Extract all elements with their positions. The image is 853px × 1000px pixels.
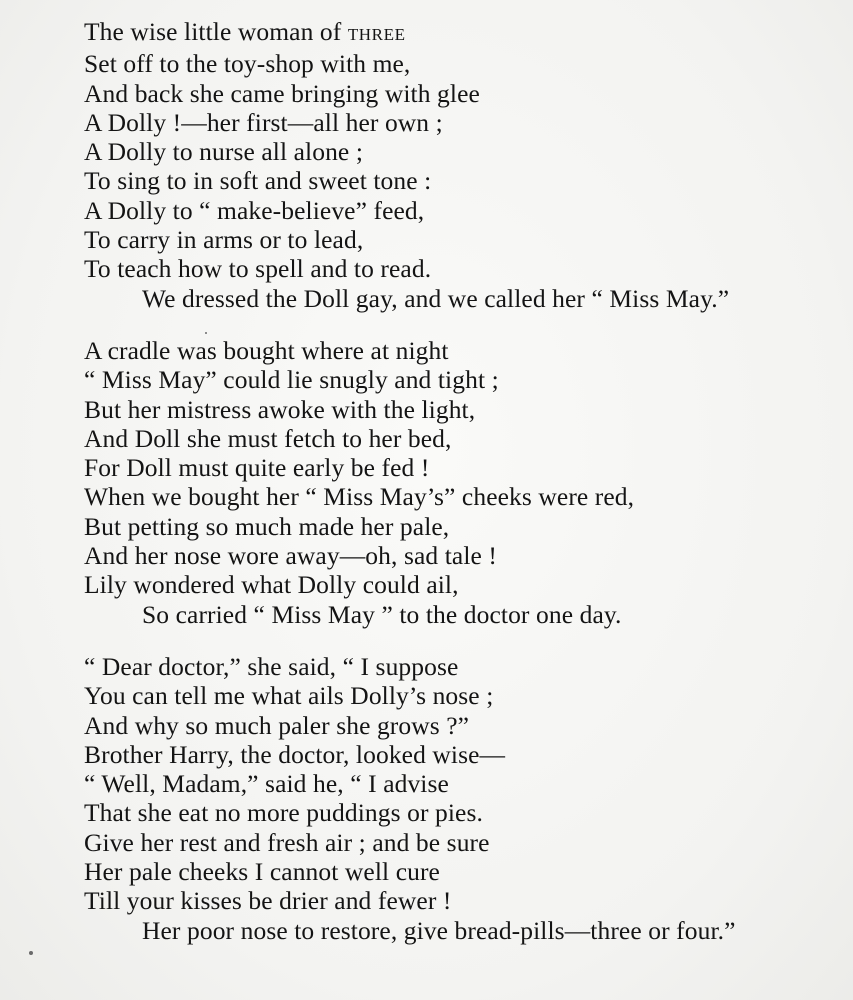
- poem-refrain-line: We dressed the Doll gay, and we called her “ Miss May.”: [142, 283, 730, 313]
- poem-line: And back she came bringing with glee: [84, 78, 480, 108]
- poem-line: Set off to the toy-shop with me,: [84, 49, 411, 79]
- poem-line: And Doll she must fetch to her bed,: [84, 423, 452, 453]
- poem-line: To teach how to spell and to read.: [84, 254, 432, 284]
- poem-line: “ Miss May” could lie snugly and tight ;: [84, 365, 499, 395]
- poem-line: A Dolly !—her first—all her own ;: [84, 107, 443, 137]
- line-text: The wise little woman of: [84, 17, 348, 46]
- stanza-1: [84, 17, 824, 313]
- paper-speck: [205, 332, 207, 334]
- poem-line: To carry in arms or to lead,: [84, 225, 364, 255]
- poem-line: Brother Harry, the doctor, looked wise—: [84, 739, 506, 769]
- stanza-2: [84, 336, 824, 629]
- poem: [84, 17, 824, 968]
- poem-line: Her pale cheeks I cannot well cure: [84, 857, 440, 887]
- stanza-3: [84, 652, 824, 945]
- poem-line: Lily wondered what Dolly could ail,: [84, 570, 459, 600]
- poem-line: And why so much paler she grows ?”: [84, 710, 470, 740]
- poem-line: Till your kisses be drier and fewer !: [84, 886, 452, 916]
- poem-line: To sing to in soft and sweet tone :: [84, 166, 432, 196]
- poem-line: You can tell me what ails Dolly’s nose ;: [84, 681, 494, 711]
- paper-speck: [29, 951, 33, 955]
- poem-line: A Dolly to nurse all alone ;: [84, 137, 364, 167]
- poem-line: And her nose wore away—oh, sad tale !: [84, 541, 497, 571]
- poem-line: [84, 17, 824, 49]
- poem-line: For Doll must quite early be fed !: [84, 453, 430, 483]
- poem-line: A Dolly to “ make-believe” feed,: [84, 195, 425, 225]
- poem-line: “ Dear doctor,” she said, “ I suppose: [84, 651, 459, 681]
- smallcaps-word: THREE: [347, 25, 406, 44]
- poem-line: But petting so much made her pale,: [84, 511, 450, 541]
- poem-refrain-line: So carried “ Miss May ” to the doctor one day.: [142, 599, 622, 629]
- poem-line: But her mistress awoke with the light,: [84, 394, 476, 424]
- poem-refrain-line: Her poor nose to restore, give bread-pills—three or four.”: [142, 915, 736, 945]
- poem-line: That she eat no more puddings or pies.: [84, 798, 483, 828]
- poem-line: “ Well, Madam,” said he, “ I advise: [84, 769, 449, 799]
- poem-line: When we bought her “ Miss May’s” cheeks were red,: [84, 482, 635, 512]
- poem-line: Give her rest and fresh air ; and be sure: [84, 827, 490, 857]
- poem-line: A cradle was bought where at night: [84, 335, 449, 365]
